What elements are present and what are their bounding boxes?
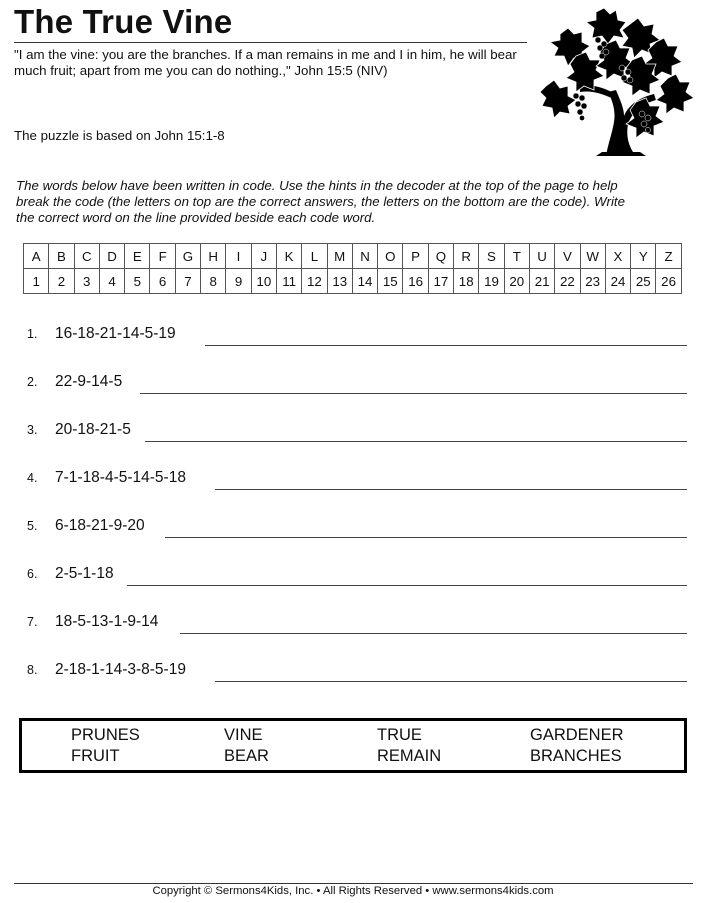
word-bank-item: FRUIT xyxy=(71,747,120,765)
answer-line[interactable] xyxy=(215,489,687,490)
question-row xyxy=(27,373,687,395)
decoder-number-cell: 13 xyxy=(327,269,352,294)
question-row xyxy=(27,661,687,683)
question-row xyxy=(27,565,687,587)
decoder-letter-cell: S xyxy=(479,244,504,269)
decoder-letter-cell: M xyxy=(327,244,352,269)
decoder-letter-cell: G xyxy=(175,244,200,269)
decoder-number-cell: 8 xyxy=(201,269,226,294)
word-bank-item: BEAR xyxy=(224,747,269,765)
decoder-number-cell: 20 xyxy=(504,269,529,294)
decoder-number-cell: 24 xyxy=(605,269,630,294)
decoder-letter-cell: A xyxy=(24,244,49,269)
answer-line[interactable] xyxy=(205,345,687,346)
decoder-letter-cell: R xyxy=(454,244,479,269)
grapevine-tree-icon xyxy=(536,6,698,156)
question-code: 22-9-14-5 xyxy=(55,373,123,390)
decoder-number-cell: 1 xyxy=(24,269,49,294)
decoder-number-cell: 7 xyxy=(175,269,200,294)
decoder-letter-cell: P xyxy=(403,244,428,269)
decoder-letter-cell: E xyxy=(125,244,150,269)
question-code: 18-5-13-1-9-14 xyxy=(55,613,159,630)
question-code: 6-18-21-9-20 xyxy=(55,517,145,534)
question-number: 8. xyxy=(27,663,38,677)
decoder-letter-cell: B xyxy=(49,244,74,269)
question-number: 1. xyxy=(27,327,38,341)
question-code: 2-18-1-14-3-8-5-19 xyxy=(55,661,186,678)
decoder-number-cell: 21 xyxy=(529,269,554,294)
decoder-letter-cell: C xyxy=(74,244,99,269)
instructions-text: The words below have been written in code. Use the hints in the decoder at the top of the page to help break the code (the letters on top are the correct answers, the letters on the bottom are the code). Write the correct word on the line provided beside each code word. xyxy=(16,178,626,225)
decoder-letter-cell: V xyxy=(555,244,580,269)
question-row xyxy=(27,469,687,491)
word-bank-item: BRANCHES xyxy=(530,747,622,765)
decoder-number-cell: 18 xyxy=(454,269,479,294)
answer-line[interactable] xyxy=(145,441,687,442)
decoder-number-cell: 4 xyxy=(99,269,124,294)
copyright-footer: Copyright © Sermons4Kids, Inc. • All Rights Reserved • www.sermons4kids.com xyxy=(152,885,554,897)
decoder-number-cell: 9 xyxy=(226,269,251,294)
decoder-number-cell: 15 xyxy=(378,269,403,294)
word-bank-item: GARDENER xyxy=(530,726,624,744)
decoder-letter-cell: F xyxy=(150,244,175,269)
decoder-number-cell: 19 xyxy=(479,269,504,294)
decoder-number-cell: 10 xyxy=(251,269,276,294)
question-number: 6. xyxy=(27,567,38,581)
decoder-number-cell: 12 xyxy=(302,269,327,294)
word-bank-item: VINE xyxy=(224,726,263,744)
decoder-letter-cell: K xyxy=(276,244,301,269)
decoder-number-cell: 23 xyxy=(580,269,605,294)
decoder-number-cell: 17 xyxy=(428,269,453,294)
question-number: 4. xyxy=(27,471,38,485)
answer-line[interactable] xyxy=(180,633,687,634)
decoder-number-cell: 3 xyxy=(74,269,99,294)
decoder-number-cell: 26 xyxy=(656,269,681,294)
decoder-number-cell: 25 xyxy=(631,269,656,294)
decoder-letter-cell: W xyxy=(580,244,605,269)
question-number: 7. xyxy=(27,615,38,629)
question-code: 7-1-18-4-5-14-5-18 xyxy=(55,469,186,486)
decoder-number-cell: 16 xyxy=(403,269,428,294)
question-row xyxy=(27,517,687,539)
answer-line[interactable] xyxy=(140,393,687,394)
decoder-letter-cell: Q xyxy=(428,244,453,269)
word-bank-item: PRUNES xyxy=(71,726,140,744)
page-title: The True Vine xyxy=(14,3,233,40)
decoder-number-cell: 11 xyxy=(276,269,301,294)
decoder-numbers-row xyxy=(24,269,682,294)
word-bank-item: REMAIN xyxy=(377,747,442,765)
decoder-letter-cell: U xyxy=(529,244,554,269)
word-bank-item: TRUE xyxy=(377,726,422,744)
decoder-letter-cell: T xyxy=(504,244,529,269)
decoder-table xyxy=(23,243,682,294)
decoder-letter-cell: D xyxy=(99,244,124,269)
word-bank xyxy=(19,718,687,773)
decoder-letter-cell: Z xyxy=(656,244,681,269)
decoder-letter-cell: I xyxy=(226,244,251,269)
decoder-letter-cell: H xyxy=(201,244,226,269)
decoder-letters-row xyxy=(24,244,682,269)
bible-verse: "I am the vine: you are the branches. If a man remains in me and I in him, he will bear much fruit; apart from me you can do nothing.," John 15:5 (NIV) xyxy=(14,47,517,78)
decoder-letter-cell: L xyxy=(302,244,327,269)
question-row xyxy=(27,613,687,635)
decoder-letter-cell: N xyxy=(352,244,377,269)
question-code: 2-5-1-18 xyxy=(55,565,114,582)
decoder-number-cell: 22 xyxy=(555,269,580,294)
answer-line[interactable] xyxy=(127,585,687,586)
question-number: 5. xyxy=(27,519,38,533)
question-row xyxy=(27,421,687,443)
decoder-number-cell: 2 xyxy=(49,269,74,294)
decoder-letter-cell: J xyxy=(251,244,276,269)
question-number: 2. xyxy=(27,375,38,389)
decoder-letter-cell: Y xyxy=(631,244,656,269)
question-code: 20-18-21-5 xyxy=(55,421,131,438)
decoder-number-cell: 14 xyxy=(352,269,377,294)
title-divider xyxy=(14,42,527,43)
question-code: 16-18-21-14-5-19 xyxy=(55,325,176,342)
question-number: 3. xyxy=(27,423,38,437)
decoder-number-cell: 6 xyxy=(150,269,175,294)
answer-line[interactable] xyxy=(165,537,687,538)
decoder-letter-cell: O xyxy=(378,244,403,269)
footer-divider xyxy=(14,883,693,884)
question-row xyxy=(27,325,687,347)
puzzle-source: The puzzle is based on John 15:1-8 xyxy=(14,128,225,143)
decoder-letter-cell: X xyxy=(605,244,630,269)
decoder-number-cell: 5 xyxy=(125,269,150,294)
answer-line[interactable] xyxy=(215,681,687,682)
